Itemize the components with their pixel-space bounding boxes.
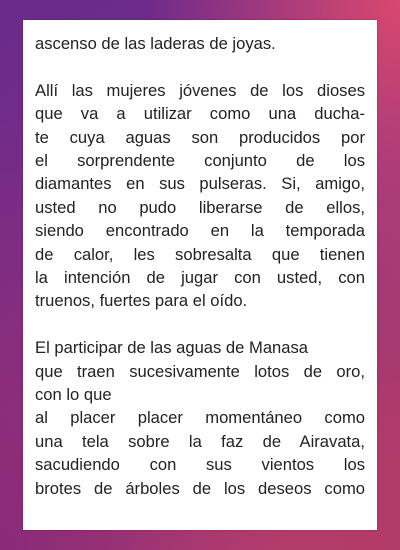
- document-text: [35, 32, 365, 500]
- text-line: al placer placer momentáneo como: [35, 408, 365, 428]
- document-page: [23, 20, 377, 530]
- text-line: truenos, fuertes para el oído.: [35, 291, 248, 311]
- text-line: brotes de árboles de los deseos como: [35, 478, 365, 498]
- text-line: usted no pudo liberarse de ellos,: [35, 197, 365, 217]
- paragraph-1: [35, 79, 365, 313]
- text-line: con lo que: [35, 385, 112, 405]
- intro-line: [35, 32, 365, 55]
- text-line: de calor, les sobresalta que tienen: [35, 244, 365, 264]
- text-line: que traen sucesivamente lotos de oro,: [35, 361, 365, 381]
- text-line: que va a utilizar como una ducha-: [35, 104, 365, 124]
- text-line: te cuya aguas son producidos por: [35, 127, 365, 147]
- paragraph-gap: [35, 313, 365, 336]
- text-line: Allí las mujeres jóvenes de los dioses: [35, 80, 365, 100]
- text-line: El participar de las aguas de Manasa: [35, 338, 309, 358]
- text-line: diamantes en sus pulseras. Si, amigo,: [35, 174, 365, 194]
- text-line: siendo encontrado en la temporada: [35, 221, 365, 241]
- text-line: la intención de jugar con usted, con: [35, 268, 365, 288]
- text-line: sacudiendo con sus vientos los: [35, 455, 365, 475]
- paragraph-gap: [35, 55, 365, 78]
- text-line: una tela sobre la faz de Airavata,: [35, 431, 365, 451]
- paragraph-2: [35, 336, 365, 500]
- text-line: ascenso de las laderas de joyas.: [35, 34, 276, 53]
- text-line: el sorprendente conjunto de los: [35, 151, 365, 171]
